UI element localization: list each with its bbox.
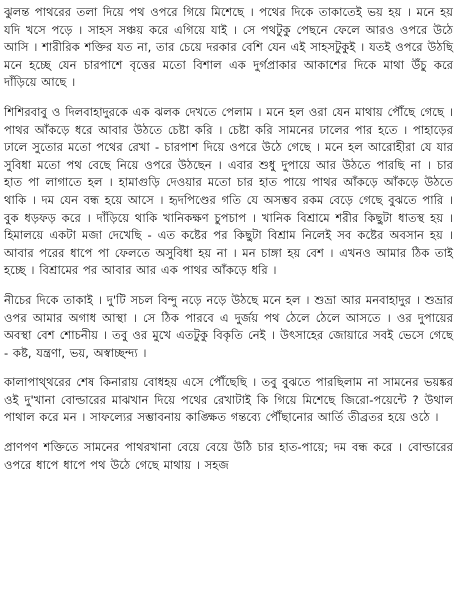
paragraph-5: প্রাণপণ শক্তিতে সামনের পাথরখানা বেয়ে বেয়ে উঠি চার হাত-পায়ে; দম বন্ধ করে । বোল্ডারের ওপরে ধাপে ধাপে পথ উঠে গেছে মাথায় । সহজ <box>4 440 453 472</box>
paragraph-gap <box>4 280 453 292</box>
paragraph-gap <box>4 427 453 439</box>
paragraph-1: ঝুলন্ত পাথরের তলা দিয়ে পথ ওপরে গিয়ে মিশেছে । পথের দিকে তাকাতেই ভয় হয় । মনে হয় যদি খসে পড়ে । সাহস সঞ্চয় করে এগিয়ে যাই । সে পথটুকু পেছনে ফেলে আরও ওপরে উঠে আসি । শারীরিক শক্তির যত না, তার চেয়ে দরকার বেশি যেন এই সাহসটুকুই । যতই ওপরে উঠছি মনে হচ্ছে যেন চারপাশে বৃত্তের মতো বিশাল এক দুর্গপ্রাকার আকাশের দিকে মাথা উঁচু করে দাঁড়িয়ে আছে । <box>4 5 453 90</box>
paragraph-gap <box>4 92 453 104</box>
paragraph-3: নীচের দিকে তাকাই । দু'টি সচল বিন্দু নড়ে নড়ে উঠছে মনে হল । শুভ্রা আর মনবাহাদুর । শুভ্রার ওপর আমার অগাধ আস্থা । সে ঠিক পারবে এ দুর্জয় পথ ঠেলে ঠেলে আসতে । ওর দুপায়ের অবস্থা বেশ শোচনীয় । তবু ওর মুখে এতটুকু বিকৃতি নেই । উৎসাহের জোয়ারে সবই ভেসে গেছে - কষ্ট, যন্ত্রণা, ভয়, অস্বাচ্ছন্দ্য । <box>4 292 453 360</box>
paragraph-gap <box>4 362 453 374</box>
paragraph-4: কালাপাথ্থরের শেষ কিনারায় বোধহয় এসে পৌঁছেছি । তবু বুঝতে পারছিলাম না সামনের ভয়ঙ্কর ওই দু'খানা বোল্ডারের মাঝখান দিয়ে পথের রেখাটাই কি গিয়ে মিশেছে জিরো-পয়েন্টে ? উথাল পাথাল করে মন । সাফল্যের সম্ভাবনায় কাঙ্ক্ষিত গন্তব্যে পৌঁছানোর আর্তি তীব্রতর হয়ে ওঠে । <box>4 375 453 425</box>
paragraph-2: শিশিরবাবু ও দিলবাহাদুরকে এক ঝলক দেখতে পেলাম । মনে হল ওরা যেন মাথায় পৌঁছে গেছে । পাথর আঁকড়ে ধরে আবার উঠতে চেষ্টা করি । চেষ্টা করি সামনের ঢালের পার হতে । পাহাড়ের ঢালে সুতোর মতো পথের রেখা - চারপাশ দিয়ে ওপরে উঠে গেছে । মনে হল আরোহীরা যে যার সুবিধা মতো পথ বেছে নিয়ে ওপরে উঠছেন । এবার শুধু দুপায়ে আর উঠতে পারছি না । চার হাত পা লাগাতে হল । হামাগুড়ি দেওয়ার মতো চার হাত পায়ে পাথর আঁকড়ে আঁকড়ে উঠতে থাকি । দম যেন বন্ধ হয়ে আসে । হৃদপিণ্ডের গতি যে অসম্ভব রকম বেড়ে গেছে বুঝতে পারি । বুক ধড়ফড় করে । দাঁড়িয়ে থাকি খানিকক্ষণ চুপচাপ । খানিক বিশ্রামে শরীর কিছুটা ধাতস্থ হয় । হিমালয়ে একটা মজা দেখেছি - এত কষ্টের পর কিছুটা বিশ্রাম নিলেই সব কষ্টের অবসান হয় । আবার পরের ধাপে পা ফেলতে অসুবিধা হয় না । মন চাঙ্গা হয় বেশ । এখনও আমার ঠিক তাই হচ্ছে । বিশ্রামের পর আবার আর এক পাথর আঁকড়ে ধরি । <box>4 104 453 278</box>
